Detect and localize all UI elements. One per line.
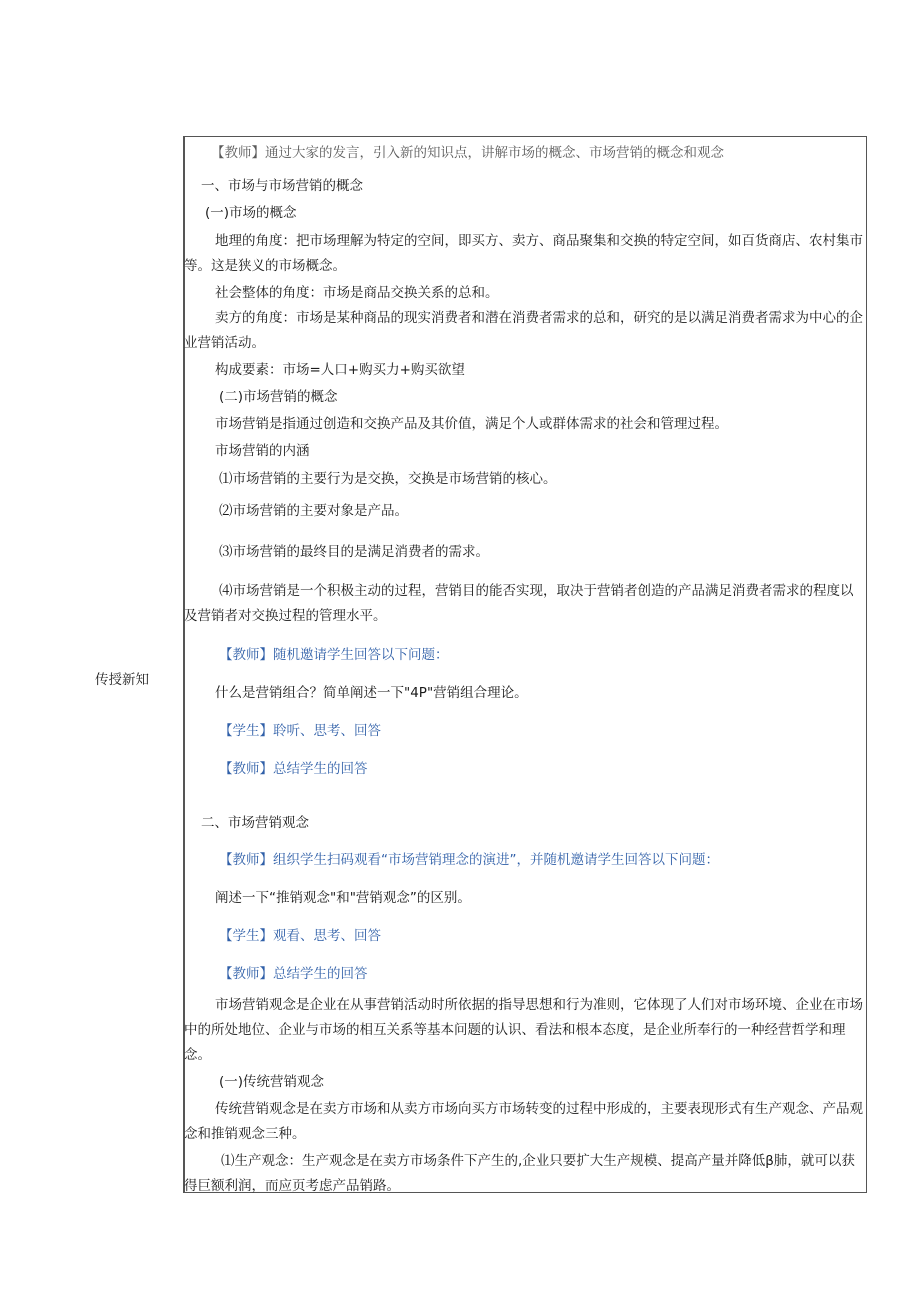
list-item-3: ⑶市场营销的最终目的是满足消费者的需求。 (219, 544, 489, 560)
question-concepts: 阐述一下“推销观念"和"营销观念”的区别。 (215, 890, 471, 906)
student-response-1: 【学生】聆听、思考、回答 (219, 723, 381, 739)
section-heading-1: 一、市场与市场营销的概念 (201, 178, 363, 194)
question-4p: 什么是营销组合？简单阐述一下"4P"营销组合理论。 (215, 685, 528, 701)
teacher-question-2: 【教师】组织学生扫码观看“市场营销理念的演进”，并随机邀请学生回答以下问题： (219, 852, 719, 868)
paragraph-marketing-definition: 市场营销是指通过创造和交换产品及其价值，满足个人或群体需求的社会和管理过程。 (215, 416, 728, 432)
student-response-2: 【学生】观看、思考、回答 (219, 928, 381, 944)
paragraph-geography: 地理的角度：把市场理解为特定的空间，即买方、卖方、商品聚集和交换的特定空间，如百货商店、农村集市等。这是狭义的市场概念。 (184, 233, 863, 274)
paragraph-production-concept: ⑴生产观念：生产观念是在卖方市场条件下产生的,企业只要扩大生产规模、提高产量并降低β肺，就可以获得巨额利润，而应页考虑产品销路。 (184, 1153, 855, 1194)
list-item-4: ⑷市场营销是一个积极主动的过程，营销目的能否实现，取决于营销者创造的产品满足消费者需求的程度以及营销者对交换过程的管理水平。 (184, 583, 854, 624)
subsection-heading-3: (一)传统营销观念 (219, 1074, 325, 1090)
teacher-summary-2: 【教师】总结学生的回答 (219, 966, 368, 982)
row-label: 传授新知 (95, 672, 149, 688)
teacher-question-1: 【教师】随机邀请学生回答以下问题： (219, 647, 449, 663)
paragraph-connotation: 市场营销的内涵 (215, 443, 310, 459)
list-item-2: ⑵市场营销的主要对象是产品。 (219, 503, 408, 519)
teacher-summary-1: 【教师】总结学生的回答 (219, 761, 368, 777)
subsection-heading-2: (二)市场营销的概念 (219, 389, 338, 405)
teacher-intro: 【教师】通过大家的发言，引入新的知识点，讲解市场的概念、市场营销的概念和观念 (211, 145, 724, 161)
paragraph-seller: 卖方的角度：市场是某种商品的现实消费者和潜在消费者需求的总和，研究的是以满足消费者需求为中心的企业营销活动。 (184, 310, 863, 351)
paragraph-elements: 构成要素：市场=人口+购买力+购买欲望 (215, 362, 465, 378)
paragraph-traditional: 传统营销观念是在卖方市场和从卖方市场向买方市场转变的过程中形成的，主要表现形式有生产观念、产品观念和推销观念三种。 (184, 1101, 863, 1142)
subsection-heading-1: (一)市场的概念 (205, 205, 297, 221)
list-item-1: ⑴市场营销的主要行为是交换，交换是市场营销的核心。 (219, 471, 557, 487)
content-body (184, 137, 866, 1192)
content-cell (183, 136, 867, 1193)
section-heading-2: 二、市场营销观念 (201, 815, 309, 831)
paragraph-marketing-concept: 市场营销观念是企业在从事营销活动时所依据的指导思想和行为准则，它体现了人们对市场环境、企业在市场中的所处地位、企业与市场的相互关系等基本问题的认识、看法和根本态度，是企业所奉行的一种经营哲学和理念。 (184, 997, 863, 1063)
paragraph-society: 社会整体的角度：市场是商品交换关系的总和。 (215, 285, 499, 301)
